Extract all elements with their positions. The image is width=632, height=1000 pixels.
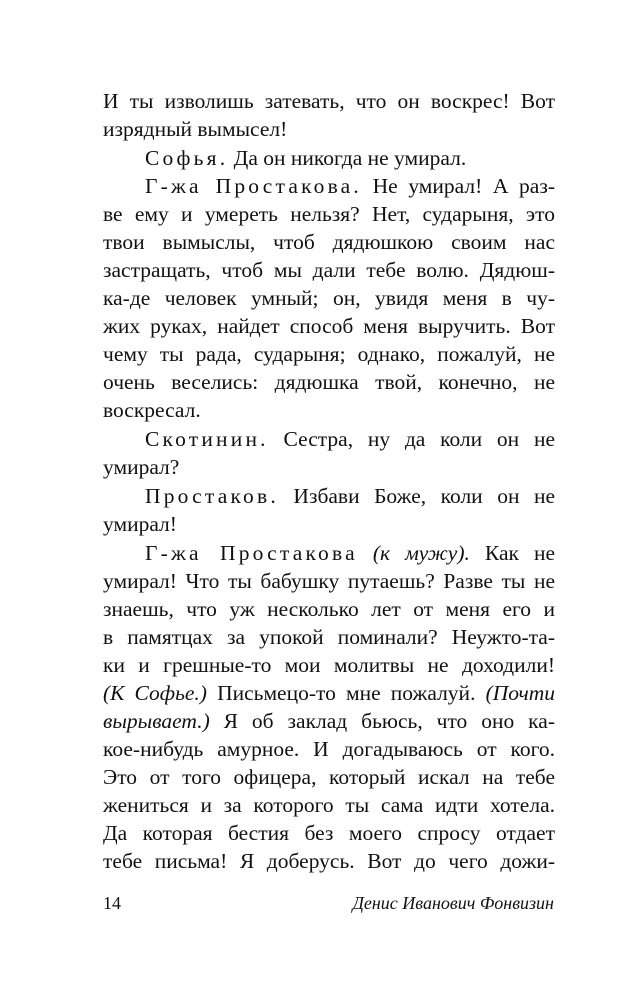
speech-line bbox=[103, 425, 555, 453]
speaker-name: Простаков. bbox=[145, 484, 279, 508]
speech-text: Я об заклад бьюсь, что оно ка- bbox=[209, 709, 555, 733]
text-line: жих руках, найдет способ меня выручить. Вот bbox=[103, 314, 555, 338]
text-line: чему ты рада, сударыня; однако, пожалуй, не bbox=[103, 342, 555, 366]
speech-text: Избави Боже, коли он не bbox=[278, 484, 555, 508]
text-line: ка-де человек умный; он, увидя меня в чу- bbox=[103, 286, 555, 310]
speech-line bbox=[103, 539, 555, 567]
speaker-name: Скотинин. bbox=[145, 427, 269, 451]
text-line: ве ему и умереть нельзя? Нет, сударыня, это bbox=[103, 202, 555, 226]
text-line: жениться и за которого ты сама идти хотела. bbox=[103, 793, 555, 817]
text-line: умирал! Что ты бабушку путаешь? Разве ты не bbox=[103, 569, 555, 593]
speech-text: Сестра, ну да коли он не bbox=[268, 427, 555, 451]
text-line: знаешь, что уж несколько лет от меня его и bbox=[103, 597, 555, 621]
stage-direction: (К Софье.) bbox=[103, 681, 207, 705]
text-line bbox=[103, 707, 555, 735]
speaker-name: Софья. bbox=[145, 146, 229, 170]
text-line: Да которая бестия без моего спросу отдает bbox=[103, 821, 555, 845]
text-line: изрядный вымысел! bbox=[103, 117, 288, 141]
stage-direction: вырывает.) bbox=[103, 709, 210, 733]
text-line: твои вымыслы, чтоб дядюшкою своим нас bbox=[103, 230, 555, 254]
speaker-name: Г-жа Простакова bbox=[145, 541, 358, 565]
text-line: Это от того офицера, который искал на тебе bbox=[103, 765, 555, 789]
text-line bbox=[103, 679, 555, 707]
text-line: тебе письма! Я доберусь. Вот до чего дожи- bbox=[103, 849, 555, 873]
text-line: И ты изволишь затевать, что он воскрес! Вот bbox=[103, 89, 555, 113]
speech-text: Да он никогда не умирал. bbox=[228, 146, 467, 170]
text-line: кое-нибудь амурное. И догадываюсь от кого. bbox=[103, 737, 555, 761]
speech-text: Не умирал! А раз- bbox=[362, 174, 555, 198]
text-line: ки и грешные-то мои молитвы не доходили! bbox=[103, 653, 555, 677]
speech-line bbox=[103, 144, 555, 172]
text-line: умирал? bbox=[103, 455, 180, 479]
text-line: очень веселись: дядюшка твой, конечно, не bbox=[103, 370, 555, 394]
page-number: 14 bbox=[103, 893, 121, 913]
speech-line bbox=[103, 172, 555, 200]
text-line: в памятцах за упокой поминали? Неужто-та- bbox=[103, 625, 555, 649]
speech-text: Письмецо-то мне пожалуй. bbox=[206, 681, 486, 705]
speech-line bbox=[103, 482, 555, 510]
stage-direction: (Почти bbox=[485, 681, 555, 705]
speech-text: Как не bbox=[469, 541, 555, 565]
text-line: умирал! bbox=[103, 512, 177, 536]
stage-direction: (к мужу). bbox=[357, 541, 470, 565]
body-text bbox=[103, 87, 555, 875]
running-footer-author: Денис Иванович Фонвизин bbox=[352, 893, 554, 913]
text-line: застращать, чтоб мы дали тебе волю. Дядюш- bbox=[103, 258, 555, 282]
text-line: воскресал. bbox=[103, 398, 201, 422]
speaker-name: Г-жа Простакова. bbox=[145, 174, 363, 198]
